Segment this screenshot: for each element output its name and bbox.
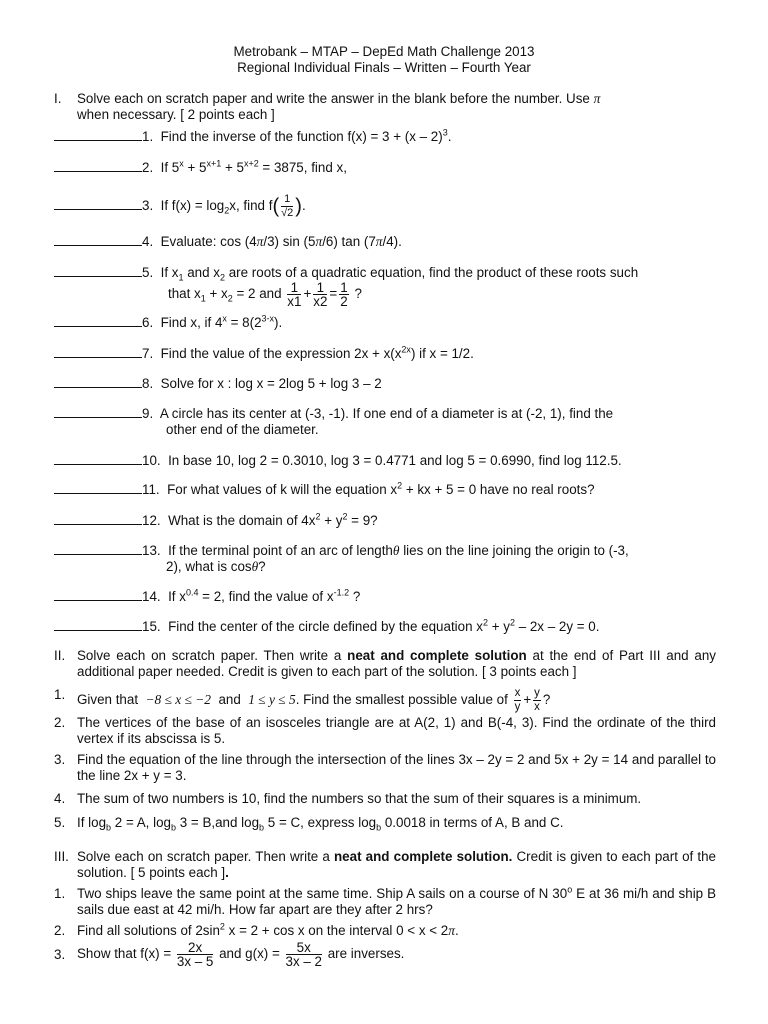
answer-blank[interactable] <box>54 346 142 358</box>
part2-instructions: II. Solve each on scratch paper. Then write a neat and complete solution at the end of Part III and any additional paper needed. Credit is given to each part of the solution. [ 3 points each ] <box>54 648 716 679</box>
question-1-6: 6. Find x, if $4^x = 8(2^{3-x})$. <box>54 315 716 331</box>
question-1-5: 5. If $x_1$ and $x_2$ are roots of a quadratic equation, find the product of these roots such <box>54 265 716 281</box>
question-3-1: 1. Two ships leave the same point at the same time. Ship A sails on a course of N 30$^o$ E at 36 mi/h and ship B sails due east at 42 mi/h. How far apart are they after 2 hrs? <box>54 884 717 917</box>
question-1-9: 9. A circle has its center at (-3, -1). If one end of a diameter is at (-2, 1), find the <box>54 406 716 422</box>
question-1-3: 3. If $f(x) = \log_2x$, find f( $\frac{1}{√2}$ ). <box>54 193 716 220</box>
question-3-3: 3. Show that f(x) = $\frac{2x}{3x - 5}$ and g(x) = $\frac{5x}{3x - 2}$ are inverses. <box>54 940 405 969</box>
question-2-3: 3. Find the equation of the line through the intersection of the lines 3x – 2y = 2 and 5x + 2y = 14 and parallel to the line 2x + y = 3. <box>54 752 716 783</box>
answer-blank[interactable] <box>54 482 142 494</box>
part1-instructions: I. Solve each on scratch paper and write the answer in the blank before the number. Use π when necessary. [ 2 points each ] <box>54 91 601 122</box>
question-2-1: 1. Given that −8 ≤ x ≤ −2 and 1 ≤ y ≤ 5. Find the smallest possible value of $\frac{x}{y}$ + $\frac{y}{x}$ ? <box>54 687 551 713</box>
question-1-4: 4. Evaluate: cos (4π/3) sin (5π/6) tan (7π/4). <box>54 234 716 250</box>
question-1-7: 7. Find the value of the expression $2x + x(x^{2x})$ if x = 1/2. <box>54 346 716 362</box>
question-1-2: 2. If $5^x + 5^{x+1} + 5^{x+2} = 3875$, find x, <box>54 160 716 176</box>
exam-title: Metrobank – MTAP – DepEd Math Challenge 2013 <box>233 44 535 59</box>
question-1-12: 12. What is the domain of $4x^2 + y^2 = 9$? <box>54 513 716 529</box>
answer-blank[interactable] <box>54 406 142 418</box>
question-1-14: 14. If $x^{0.4} = 2$, find the value of $x^{-1.2}$ ? <box>54 589 716 605</box>
answer-blank[interactable] <box>54 129 142 141</box>
answer-blank[interactable] <box>54 234 142 246</box>
exam-subtitle: Regional Individual Finals – Written – Fourth Year <box>237 60 531 75</box>
answer-blank[interactable] <box>54 315 142 327</box>
answer-blank[interactable] <box>54 160 142 172</box>
answer-blank[interactable] <box>54 513 142 525</box>
question-1-5-cont: that $x_1 + x_2 = 2$ and $\frac{1}{x1}$ + $\frac{1}{x2}$ = $\frac{1}{2}$ ? <box>168 280 362 309</box>
part3-instructions: III. Solve each on scratch paper. Then write a neat and complete solution. Credit is given to each part of the solution. [ 5 points each ]. <box>54 849 716 880</box>
answer-blank[interactable] <box>54 376 142 388</box>
question-1-15: 15. Find the center of the circle defined by the equation $x^2 + y^2 - 2x - 2y = 0$. <box>54 619 716 635</box>
question-2-2: 2. The vertices of the base of an isosceles triangle are at A(2, 1) and B(-4, 3). Find the ordinate of the third vertex if its abscissa is 5. <box>54 715 716 746</box>
question-1-8: 8. Solve for x : log x = 2log 5 + log 3 – 2 <box>54 376 716 392</box>
question-1-10: 10. In base 10, log 2 = 0.3010, log 3 = 0.4771 and log 5 = 0.6990, find log 112.5. <box>54 453 716 469</box>
question-1-9-cont: other end of the diameter. <box>166 422 319 437</box>
question-1-11: 11. For what values of k will the equation $x^2$ + kx + 5 = 0 have no real roots? <box>54 482 716 498</box>
answer-blank[interactable] <box>54 619 142 631</box>
question-2-4: 4. The sum of two numbers is 10, find the numbers so that the sum of their squares is a minimum. <box>54 791 642 806</box>
answer-blank[interactable] <box>54 198 142 210</box>
answer-blank[interactable] <box>54 589 142 601</box>
question-1-1: 1. Find the inverse of the function f(x) = 3 + (x – 2)$^3$. <box>54 129 716 145</box>
answer-blank[interactable] <box>54 543 142 555</box>
question-3-2: 2. Find all solutions of $2\sin^2$ x = 2 + cos x on the interval 0 < x < 2π. <box>54 921 459 938</box>
question-1-13: 13. If the terminal point of an arc of lengthθ lies on the line joining the origin to (-3, <box>54 543 716 559</box>
question-1-13-cont: 2), what is cosθ? <box>166 559 266 574</box>
answer-blank[interactable] <box>54 265 142 277</box>
answer-blank[interactable] <box>54 453 142 465</box>
question-2-5: 5. If $\log_b 2 = A$, $\log_b 3 = B,and$ $\log_b 5 = C$, express $\log_b 0.0018$ in terms of A, B and C. <box>54 815 564 833</box>
